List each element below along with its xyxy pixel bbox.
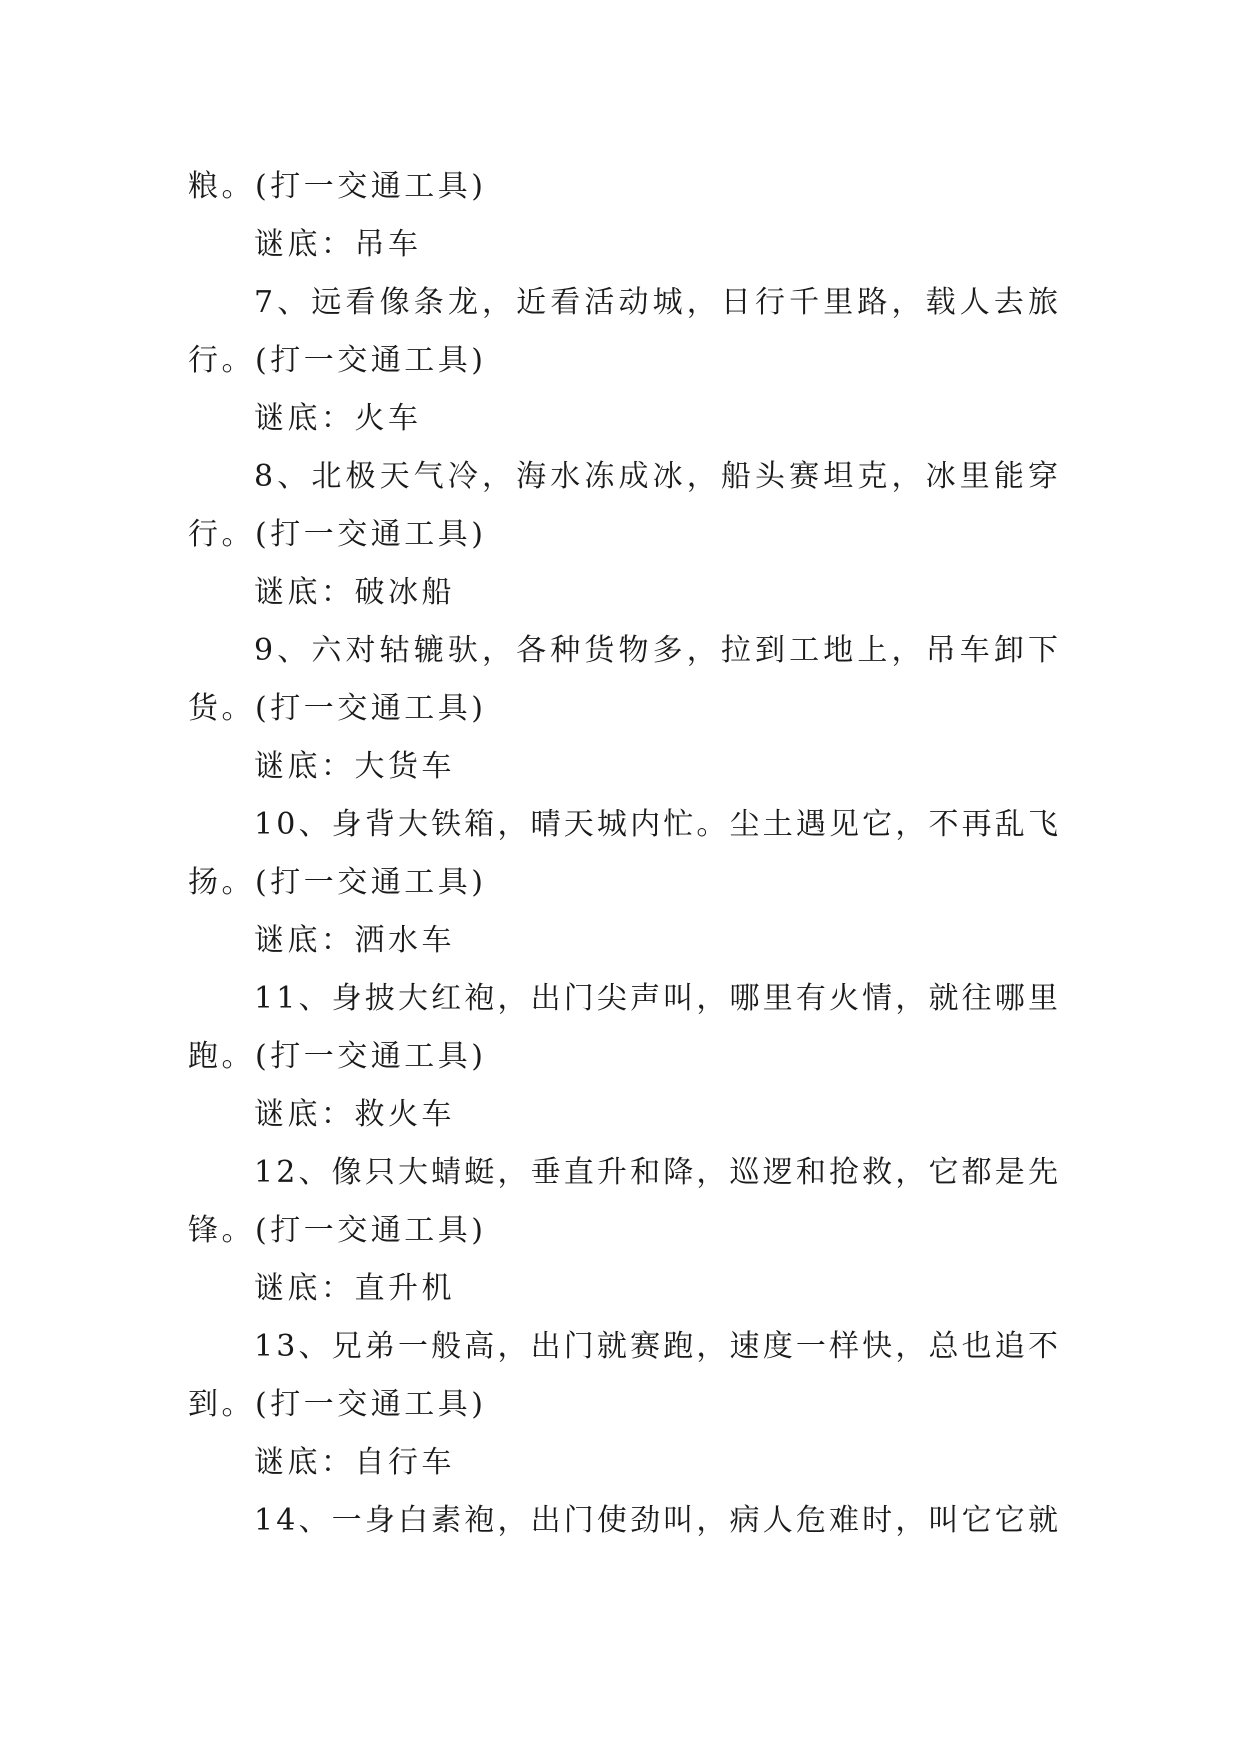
- text-line: 行。(打一交通工具): [188, 343, 487, 378]
- text-line: 行。(打一交通工具): [188, 517, 487, 552]
- text-line: 谜底：救火车: [254, 1097, 455, 1132]
- text-line: 谜底：破冰船: [254, 575, 455, 610]
- text-line: 扬。(打一交通工具): [188, 865, 487, 900]
- text-line: 谜底：火车: [254, 401, 422, 436]
- text-line: 谜底：洒水车: [254, 923, 455, 958]
- text-line: 粮。(打一交通工具): [188, 169, 487, 204]
- text-line: 1 4 、 一 身 白 素 袍 ， 出 门 使 劲 叫 ， 病 人 危 难 时 ， 叫 它 它 就: [254, 1503, 1058, 1538]
- text-line: 1 0 、 身 背 大 铁 箱 ， 晴 天 城 内 忙 。 尘 土 遇 见 它 ， 不 再 乱 飞: [254, 807, 1058, 842]
- text-line: 货。(打一交通工具): [188, 691, 487, 726]
- document-body: [188, 158, 1058, 1550]
- text-line: 跑。(打一交通工具): [188, 1039, 487, 1074]
- text-line: 1 1 、 身 披 大 红 袍 ， 出 门 尖 声 叫 ， 哪 里 有 火 情 ， 就 往 哪 里: [254, 981, 1058, 1016]
- text-line: 谜底：直升机: [254, 1271, 455, 1306]
- text-line: 9 、 六 对 轱 辘 驮 ， 各 种 货 物 多 ， 拉 到 工 地 上 ， 吊 车 卸 下: [254, 633, 1058, 668]
- text-line: 谜底：吊车: [254, 227, 422, 262]
- text-line: 谜底：自行车: [254, 1445, 455, 1480]
- text-line: 8 、 北 极 天 气 冷 ， 海 水 冻 成 冰 ， 船 头 赛 坦 克 ， 冰 里 能 穿: [254, 459, 1058, 494]
- text-line: 7 、 远 看 像 条 龙 ， 近 看 活 动 城 ， 日 行 千 里 路 ， 载 人 去 旅: [254, 285, 1058, 320]
- text-line: 1 2 、 像 只 大 蜻 蜓 ， 垂 直 升 和 降 ， 巡 逻 和 抢 救 ， 它 都 是 先: [254, 1155, 1058, 1190]
- text-line: 到。(打一交通工具): [188, 1387, 487, 1422]
- text-line: 1 3 、 兄 弟 一 般 高 ， 出 门 就 赛 跑 ， 速 度 一 样 快 ， 总 也 追 不: [254, 1329, 1058, 1364]
- text-line: 谜底：大货车: [254, 749, 455, 784]
- text-line: 锋。(打一交通工具): [188, 1213, 487, 1248]
